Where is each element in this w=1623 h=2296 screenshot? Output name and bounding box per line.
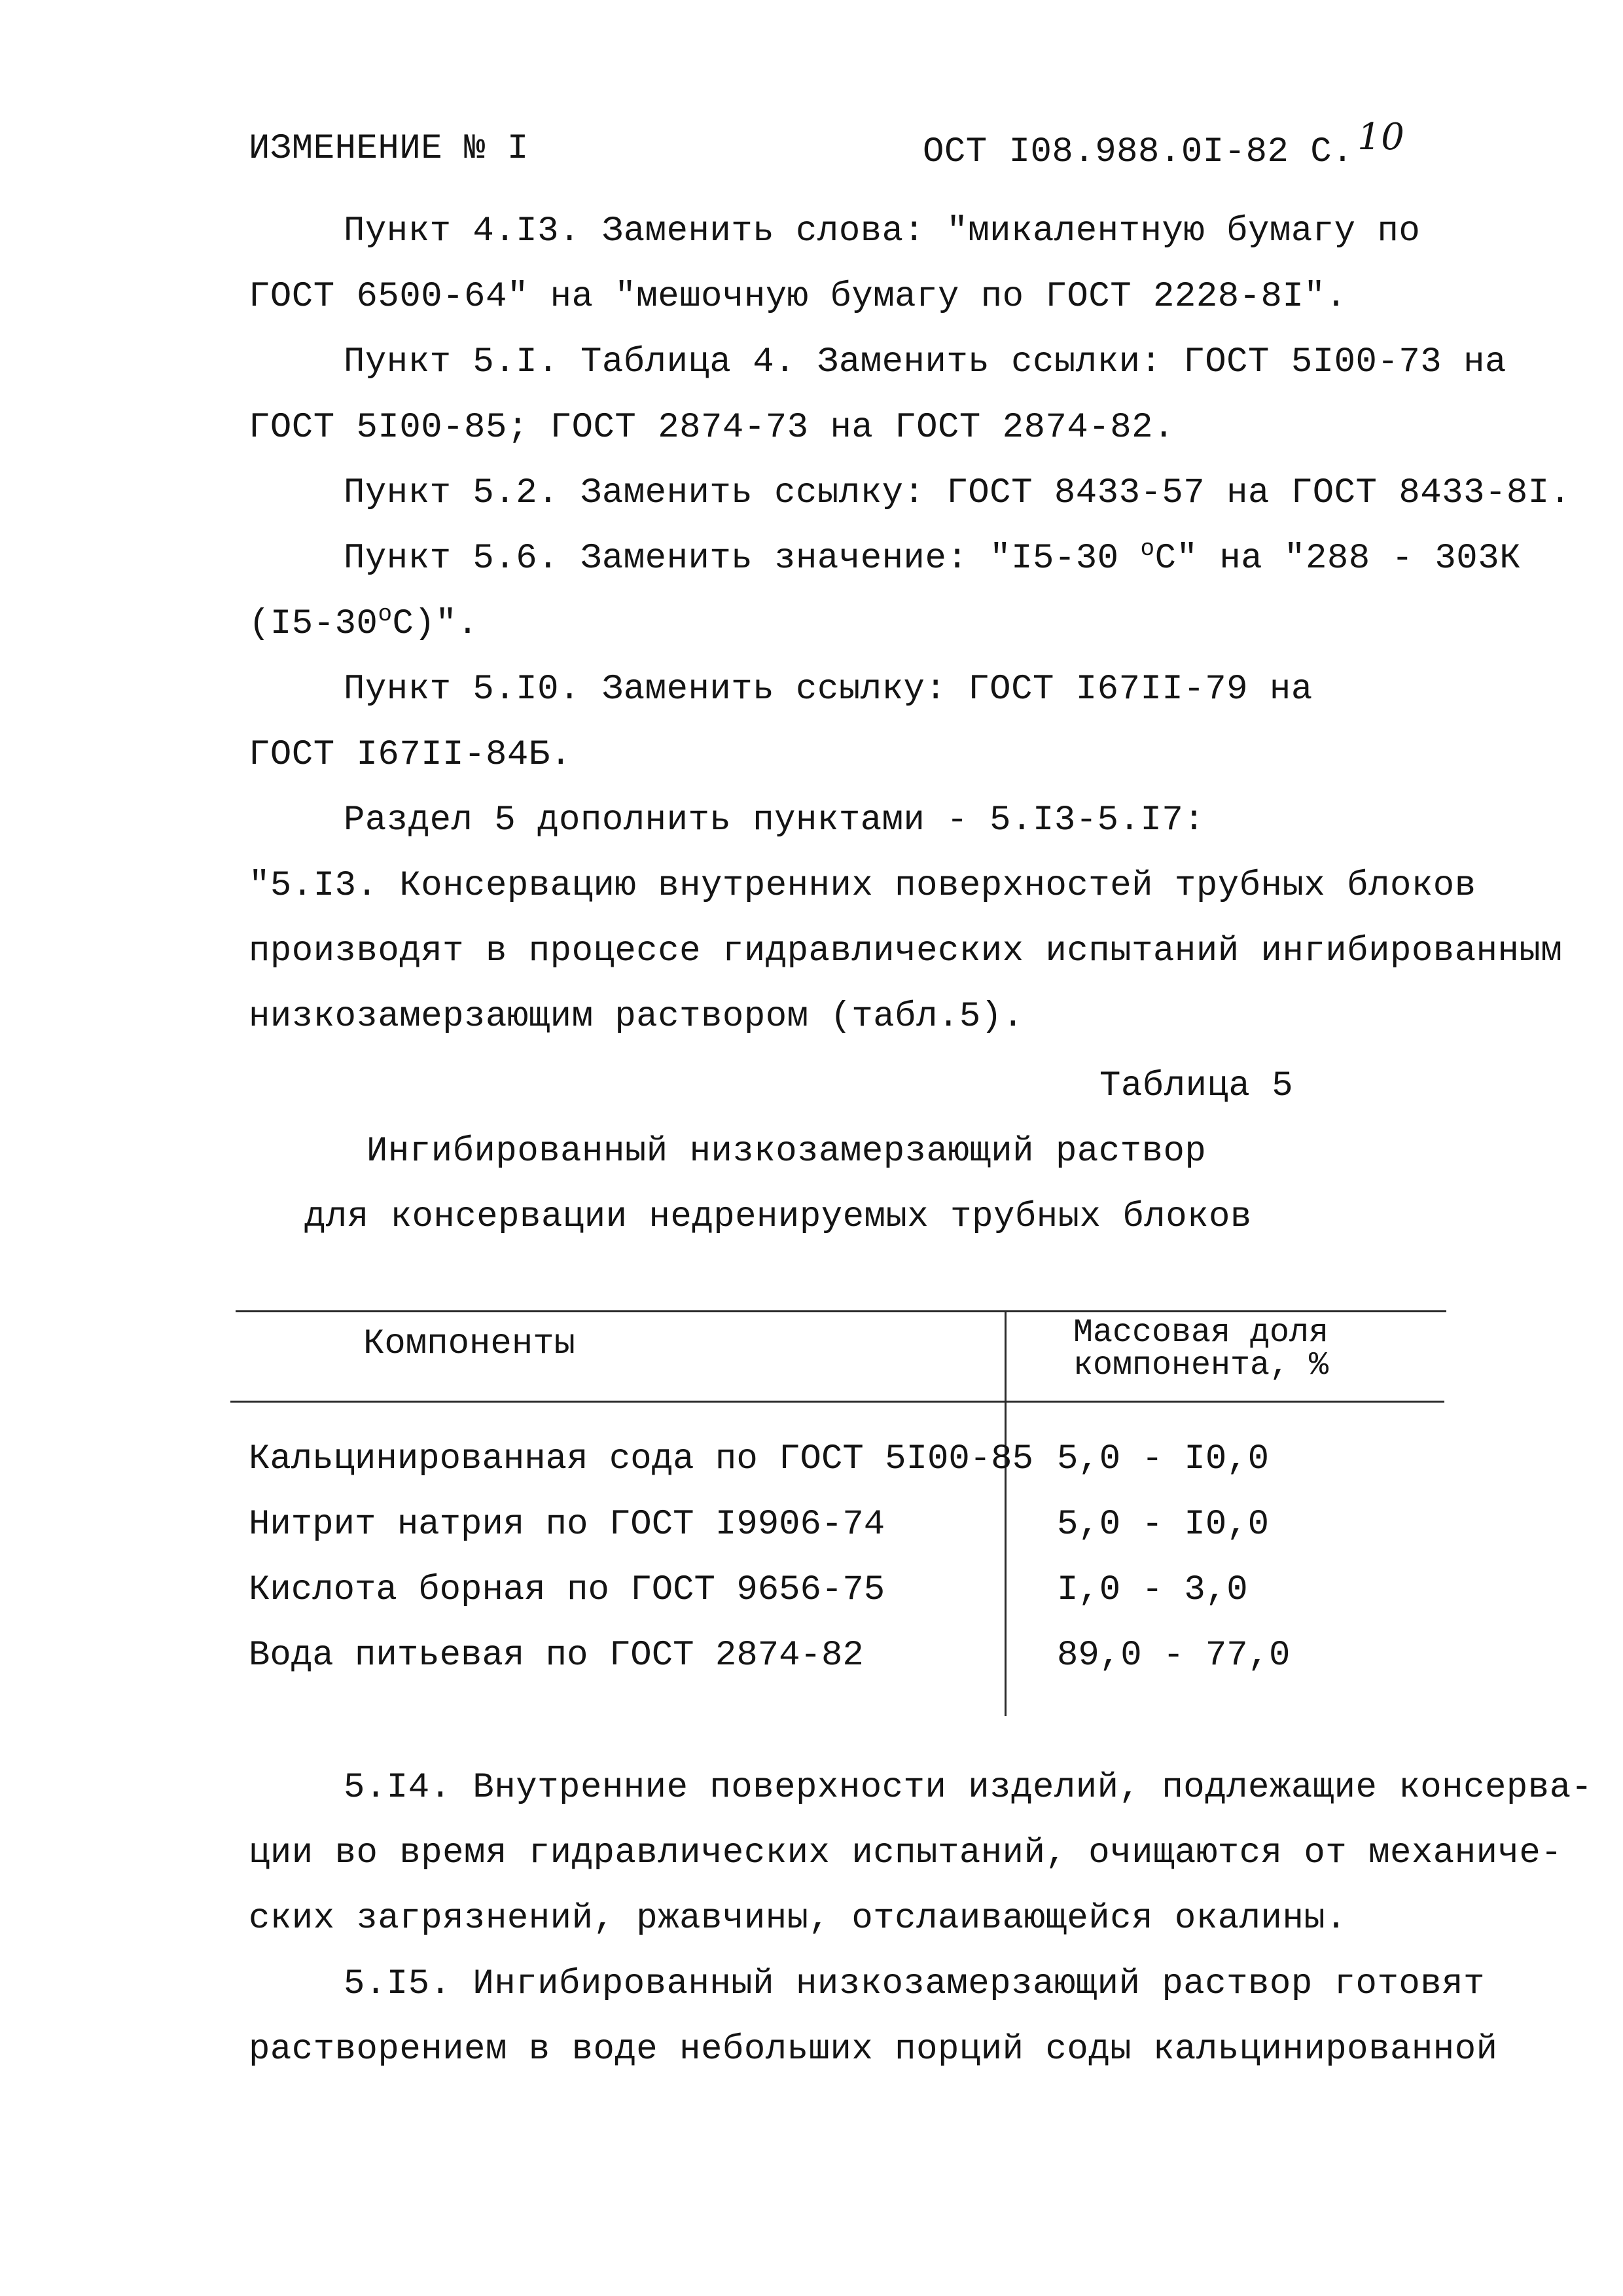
text-segment: С" на "288 - 303К xyxy=(1154,539,1521,579)
paragraph-line: 5.I5. Ингибированный низкозамерзающий раствор готовят xyxy=(344,1964,1485,2004)
component-name: Вода питьевая по ГОСТ 2874-82 xyxy=(249,1636,864,1676)
standard-reference xyxy=(923,116,1405,173)
paragraph-line: Пункт 5.2. Заменить ссылку: ГОСТ 8433-57 на ГОСТ 8433-8I. xyxy=(344,473,1571,513)
table-label: Таблица 5 xyxy=(1099,1066,1294,1106)
table-top-rule xyxy=(236,1310,1446,1312)
header-line: компонента, % xyxy=(1073,1347,1329,1384)
table-header-rule xyxy=(230,1401,1444,1403)
table-header-components: Компоненты xyxy=(363,1324,576,1364)
degree-superscript: о xyxy=(378,601,393,628)
component-name: Нитрит натрия по ГОСТ I9906-74 xyxy=(249,1505,885,1545)
table-column-divider xyxy=(1005,1310,1007,1716)
paragraph-line: "5.I3. Консервацию внутренних поверхностей трубных блоков xyxy=(249,866,1476,906)
paragraph-line xyxy=(249,603,478,645)
degree-superscript: о xyxy=(1140,535,1155,562)
paragraph-line: ГОСТ I67II-84Б. xyxy=(249,735,572,775)
component-share: 5,0 - I0,0 xyxy=(1057,1505,1270,1545)
handwritten-page-number: 10 xyxy=(1357,116,1405,158)
standard-designation: ОСТ I08.988.0I-82 С. xyxy=(923,132,1354,172)
paragraph-line: производят в процессе гидравлических испытаний ингибированным xyxy=(249,931,1563,971)
paragraph-line: ции во время гидравлических испытаний, очищаются от механиче- xyxy=(249,1833,1563,1873)
component-share: I,0 - 3,0 xyxy=(1057,1570,1248,1610)
header-line: Массовая доля xyxy=(1073,1314,1329,1352)
paragraph-line: низкозамерзающим раствором (табл.5). xyxy=(249,997,1024,1037)
text-segment: С)". xyxy=(392,604,479,644)
paragraph-line: ских загрязнений, ржавчины, отслаивающейся окалины. xyxy=(249,1899,1347,1939)
component-share: 89,0 - 77,0 xyxy=(1057,1636,1291,1676)
change-number-label: ИЗМЕНЕНИЕ № I xyxy=(249,129,529,169)
text-segment: (I5-30 xyxy=(249,604,378,644)
component-name: Кальцинированная сода по ГОСТ 5I00-85 xyxy=(249,1439,1033,1479)
paragraph-line: Пункт 4.I3. Заменить слова: "микалентную бумагу по xyxy=(344,211,1421,251)
component-share: 5,0 - I0,0 xyxy=(1057,1439,1270,1479)
paragraph-line: 5.I4. Внутренние поверхности изделий, подлежащие консерва- xyxy=(344,1768,1593,1808)
component-name: Кислота борная по ГОСТ 9656-75 xyxy=(249,1570,885,1610)
text-segment: Пункт 5.6. Заменить значение: "I5-30 xyxy=(344,539,1141,579)
table-title-line: Ингибированный низкозамерзающий раствор xyxy=(366,1132,1207,1172)
paragraph-line: ГОСТ 6500-64" на "мешочную бумагу по ГОСТ 2228-8I". xyxy=(249,277,1347,317)
table-header-mass-share xyxy=(1018,1314,1384,1384)
paragraph-line xyxy=(344,535,1521,580)
paragraph-line: растворением в воде небольших порций соды кальцинированной xyxy=(249,2030,1498,2070)
table-title-line: для консервации недренируемых трубных блоков xyxy=(304,1197,1252,1237)
paragraph-line: Пункт 5.I0. Заменить ссылку: ГОСТ I67II-79 на xyxy=(344,670,1313,709)
paragraph-line: Пункт 5.I. Таблица 4. Заменить ссылки: ГОСТ 5I00-73 на xyxy=(344,342,1507,382)
paragraph-line: Раздел 5 дополнить пунктами - 5.I3-5.I7: xyxy=(344,800,1205,840)
paragraph-line: ГОСТ 5I00-85; ГОСТ 2874-73 на ГОСТ 2874-82. xyxy=(249,408,1175,448)
